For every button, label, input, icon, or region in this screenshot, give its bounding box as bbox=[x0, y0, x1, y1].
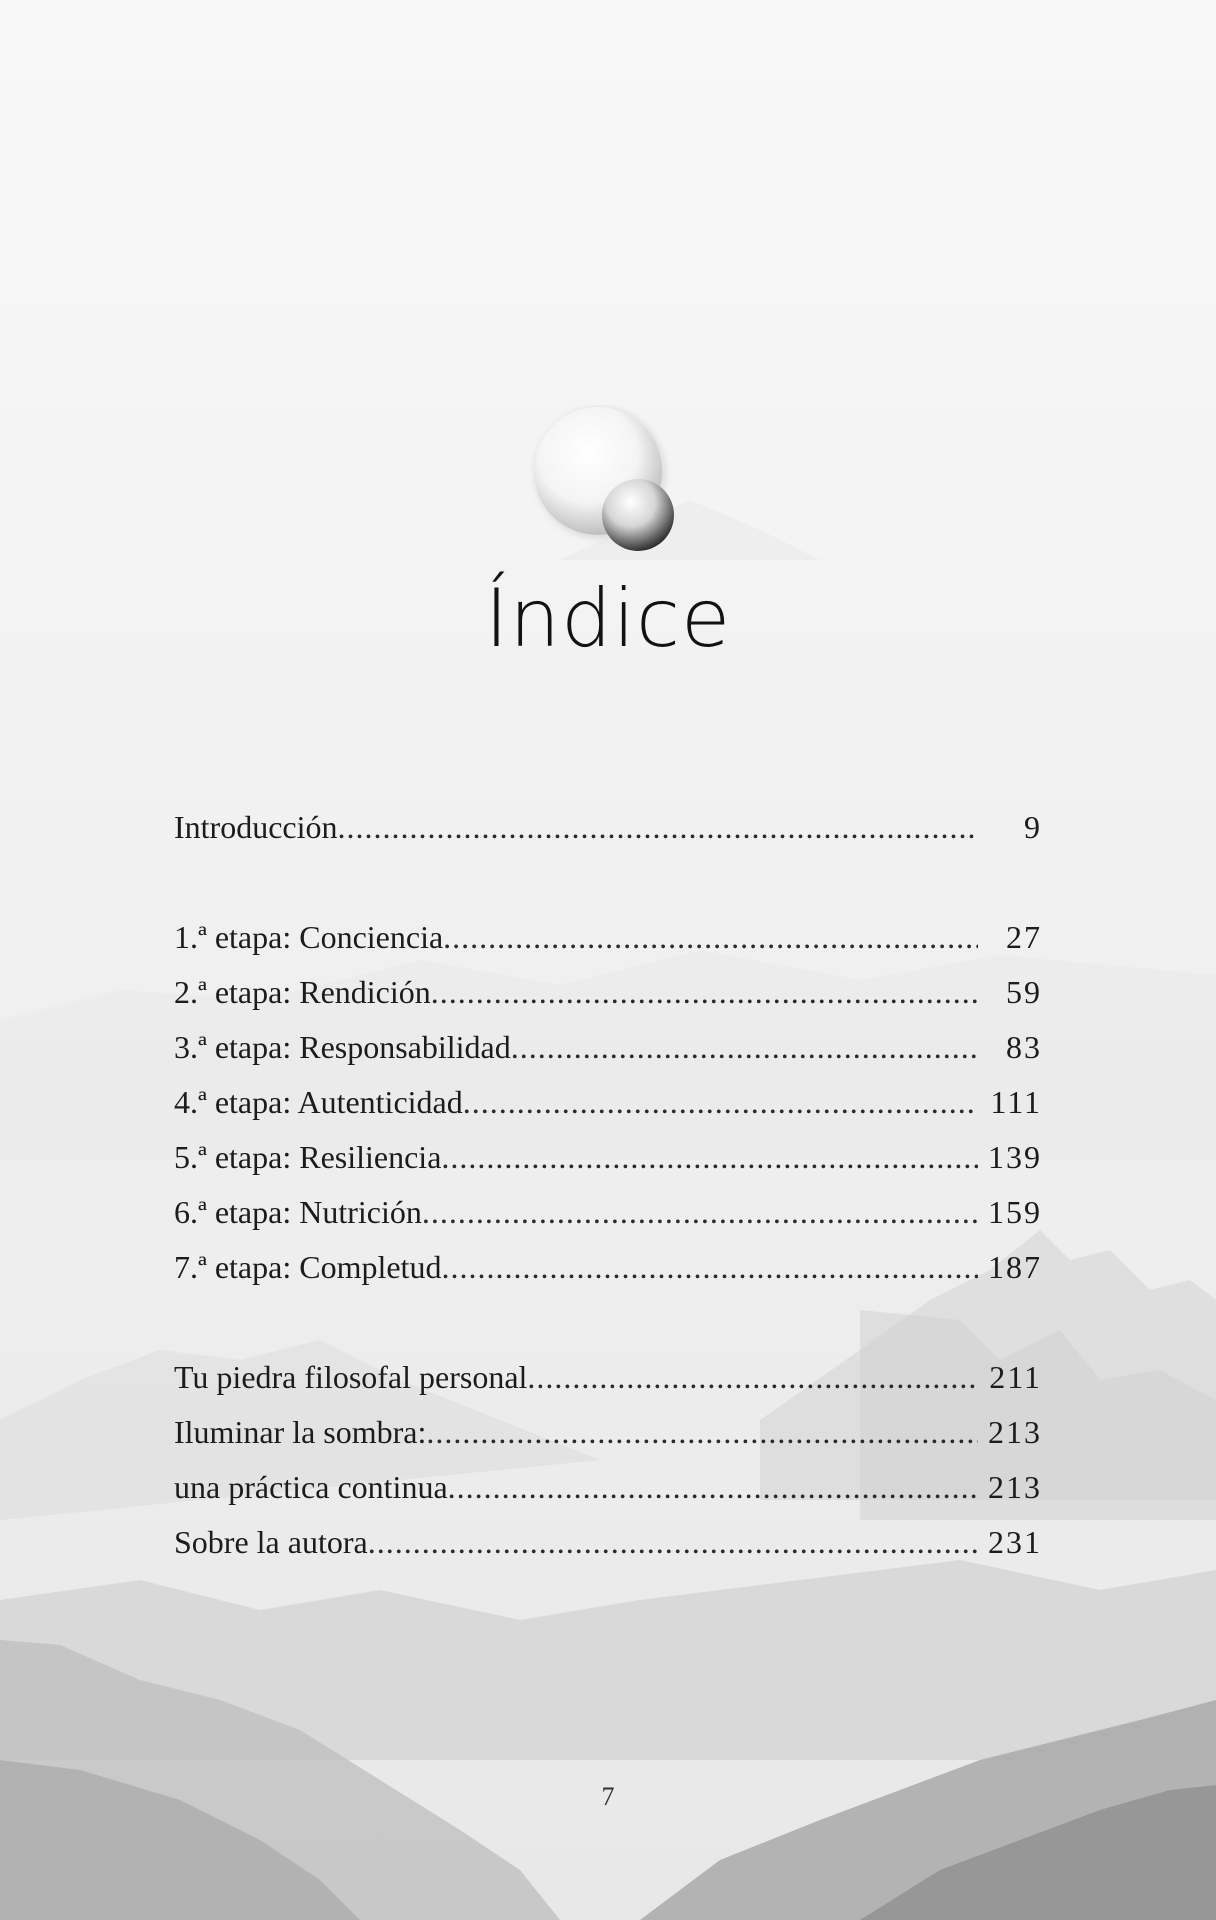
toc-entry-label: 3.ª etapa: Responsabilidad bbox=[174, 1029, 511, 1065]
toc-leader-dots bbox=[443, 910, 978, 965]
page-number: 7 bbox=[601, 1782, 615, 1811]
toc-leader-dots bbox=[368, 1515, 978, 1570]
toc-entry[interactable] bbox=[174, 1405, 1042, 1460]
toc-entry-label: 5.ª etapa: Resiliencia bbox=[174, 1139, 442, 1175]
toc-entry[interactable] bbox=[174, 1020, 1042, 1075]
toc-entry[interactable] bbox=[174, 1460, 1042, 1515]
toc-leader-dots bbox=[338, 800, 979, 855]
toc-entry-page: 83 bbox=[1006, 1029, 1042, 1065]
toc-leader-dots bbox=[511, 1020, 978, 1075]
toc-entry[interactable] bbox=[174, 1350, 1042, 1405]
toc-leader-dots bbox=[441, 1240, 978, 1295]
toc-entry-page: 111 bbox=[990, 1084, 1042, 1120]
toc-leader-dots bbox=[431, 965, 978, 1020]
toc-entry-page: 9 bbox=[1024, 809, 1042, 845]
toc-entry-label: 4.ª etapa: Autenticidad bbox=[174, 1084, 463, 1120]
toc-entry[interactable] bbox=[174, 965, 1042, 1020]
section-gap bbox=[174, 1295, 1042, 1350]
page-title: Índice bbox=[484, 572, 732, 665]
toc-entry[interactable] bbox=[174, 1185, 1042, 1240]
toc-entry-label: Sobre la autora bbox=[174, 1524, 368, 1560]
toc-leader-dots bbox=[422, 1185, 978, 1240]
table-of-contents bbox=[174, 800, 1042, 1570]
toc-entry-label: 6.ª etapa: Nutrición bbox=[174, 1194, 422, 1230]
toc-leader-dots bbox=[426, 1405, 978, 1460]
toc-entry[interactable] bbox=[174, 1075, 1042, 1130]
toc-entry-label: Iluminar la sombra: bbox=[174, 1414, 427, 1450]
toc-entry[interactable] bbox=[174, 910, 1042, 965]
toc-entry-label: Introducción bbox=[174, 809, 338, 845]
toc-entry-page: 159 bbox=[988, 1194, 1042, 1230]
toc-entry[interactable] bbox=[174, 800, 1042, 855]
toc-entry-label: 1.ª etapa: Conciencia bbox=[174, 919, 444, 955]
toc-entry-label: 7.ª etapa: Completud bbox=[174, 1249, 442, 1285]
toc-entry-page: 187 bbox=[988, 1249, 1042, 1285]
toc-entry-page: 231 bbox=[988, 1524, 1042, 1560]
toc-entry-page: 27 bbox=[1006, 919, 1042, 955]
toc-entry-label: 2.ª etapa: Rendición bbox=[174, 974, 431, 1010]
toc-entry-page: 59 bbox=[1006, 974, 1042, 1010]
toc-leader-dots bbox=[463, 1075, 978, 1130]
toc-entry-label: Tu piedra filosofal personal bbox=[174, 1359, 528, 1395]
toc-entry-page: 213 bbox=[988, 1414, 1042, 1450]
toc-entry[interactable] bbox=[174, 1515, 1042, 1570]
toc-leader-dots bbox=[527, 1350, 978, 1405]
section-gap bbox=[174, 855, 1042, 910]
toc-leader-dots bbox=[441, 1130, 978, 1185]
toc-leader-dots bbox=[448, 1460, 978, 1515]
toc-entry[interactable] bbox=[174, 1130, 1042, 1185]
toc-entry-page: 211 bbox=[989, 1359, 1042, 1395]
toc-entry-label: una práctica continua bbox=[174, 1469, 448, 1505]
moon-orb-icon bbox=[530, 405, 680, 555]
toc-entry-page: 139 bbox=[988, 1139, 1042, 1175]
toc-entry[interactable] bbox=[174, 1240, 1042, 1295]
toc-entry-page: 213 bbox=[988, 1469, 1042, 1505]
